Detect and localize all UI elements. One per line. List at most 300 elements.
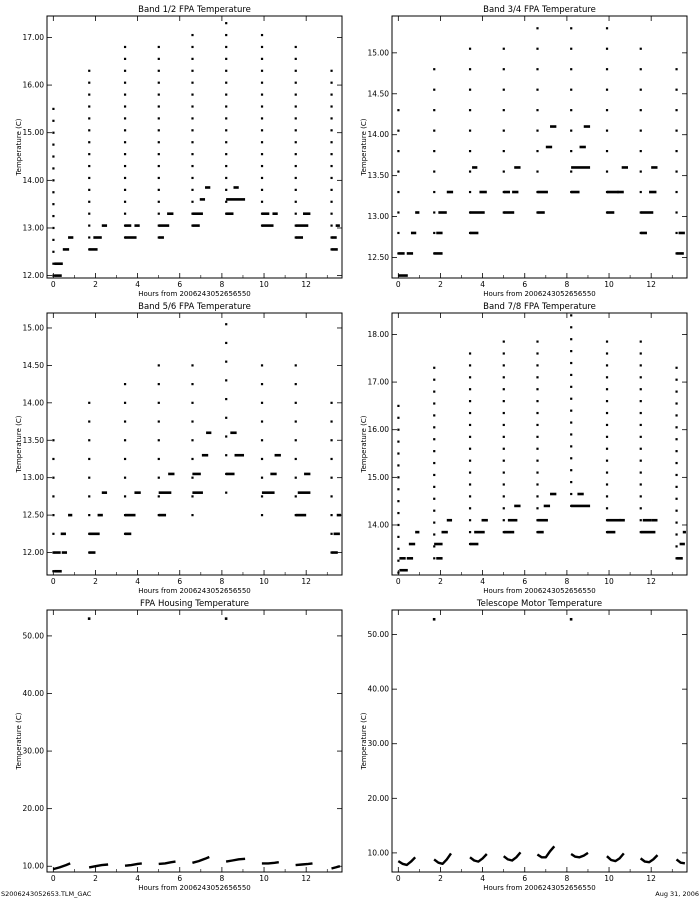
band-3-4-fpa-temperature-xlabel: Hours from 2006243052656550: [483, 290, 596, 298]
band-7-8-fpa-temperature-level-bar: [641, 531, 656, 534]
band-1-2-fpa-temperature-burst-dot: [225, 82, 227, 84]
band-1-2-fpa-temperature-burst-dot: [225, 34, 227, 36]
band-7-8-fpa-temperature-burst-dot: [433, 486, 435, 488]
fpa-housing-temperature-xtick-label: 6: [177, 874, 183, 883]
band-7-8-fpa-temperature-burst-dot: [606, 424, 608, 426]
band-1-2-fpa-temperature-ytick-label: 14.00: [22, 175, 44, 185]
band-3-4-fpa-temperature-level-bar: [607, 191, 619, 194]
band-7-8-fpa-temperature-burst-dot: [606, 495, 608, 497]
band-1-2-fpa-temperature-burst-dot: [330, 165, 332, 167]
band-3-4-fpa-temperature-burst-dot: [397, 232, 399, 234]
telescope-motor-temperature-point: [570, 618, 573, 621]
band-3-4-fpa-temperature-level-bar: [622, 166, 628, 169]
band-1-2-fpa-temperature-level-bar: [93, 236, 101, 239]
band-1-2-fpa-temperature-xtick-label: 0: [50, 280, 56, 289]
band-1-2-fpa-temperature-burst-dot: [191, 82, 193, 84]
band-1-2-fpa-temperature-burst-dot: [225, 189, 227, 191]
band-7-8-fpa-temperature-burst-dot: [640, 471, 642, 473]
band-1-2-fpa-temperature-burst-dot: [52, 215, 54, 217]
band-3-4-fpa-temperature-burst-dot: [503, 150, 505, 152]
band-7-8-fpa-temperature-level-bar: [607, 531, 615, 534]
band-3-4-fpa-temperature-level-bar: [580, 146, 586, 149]
band-1-2-fpa-temperature-burst-dot: [124, 201, 126, 203]
band-3-4-fpa-temperature-burst-dot: [536, 109, 538, 111]
band-7-8-fpa-temperature-level-bar: [651, 519, 657, 522]
band-5-6-fpa-temperature-burst-dot: [52, 514, 54, 516]
band-7-8-fpa-temperature-burst-dot: [536, 495, 538, 497]
band-3-4-fpa-temperature-ytick-label: 13.50: [367, 171, 389, 181]
band-1-2-fpa-temperature-level-bar: [125, 236, 137, 239]
fpa-housing-temperature-ytick-label: 20.00: [22, 804, 44, 814]
band-3-4-fpa-temperature-level-bar: [679, 232, 685, 235]
band-7-8-fpa-temperature-level-bar: [571, 505, 590, 508]
band-3-4-fpa-temperature-level-bar: [398, 274, 407, 277]
band-1-2-fpa-temperature-burst-dot: [225, 129, 227, 131]
telescope-motor-temperature-ytick-label: 10.00: [367, 848, 389, 858]
band-1-2-fpa-temperature-level-bar: [331, 236, 336, 239]
band-5-6-fpa-temperature-burst-dot: [52, 458, 54, 460]
band-5-6-fpa-temperature-burst-dot: [225, 323, 227, 325]
band-7-8-fpa-temperature-xtick-label: 0: [395, 577, 401, 586]
band-1-2-fpa-temperature-burst-dot: [158, 189, 160, 191]
band-1-2-fpa-temperature-burst-dot: [158, 213, 160, 215]
band-3-4-fpa-temperature-burst-dot: [536, 27, 538, 29]
band-7-8-fpa-temperature-burst-dot: [469, 460, 471, 462]
band-1-2-fpa-temperature-burst-dot: [52, 144, 54, 146]
band-7-8-fpa-temperature-burst-dot: [397, 572, 399, 574]
band-7-8-fpa-temperature-burst-dot: [397, 441, 399, 443]
band-3-4-fpa-temperature-level-bar: [537, 191, 548, 194]
band-1-2-fpa-temperature-level-bar: [192, 212, 203, 215]
band-1-2-fpa-temperature-xtick-label: 6: [177, 280, 183, 289]
band-3-4-fpa-temperature-level-bar: [546, 146, 552, 149]
band-7-8-fpa-temperature-burst-dot: [640, 460, 642, 462]
band-3-4-fpa-temperature-level-bar: [504, 191, 510, 194]
band-3-4-fpa-temperature-burst-dot: [536, 150, 538, 152]
band-3-4-fpa-temperature-level-bar: [607, 211, 614, 214]
telescope-motor-temperature-series-line: [537, 846, 554, 857]
band-5-6-fpa-temperature-burst-dot: [261, 458, 263, 460]
band-3-4-fpa-temperature-burst-dot: [433, 170, 435, 172]
fpa-housing-temperature-panel: [15, 599, 342, 892]
band-3-4-fpa-temperature-burst-dot: [433, 68, 435, 70]
band-3-4-fpa-temperature-burst-dot: [675, 232, 677, 234]
band-7-8-fpa-temperature-panel: [360, 302, 687, 595]
band-5-6-fpa-temperature-burst-dot: [295, 420, 297, 422]
band-7-8-fpa-temperature-burst-dot: [675, 462, 677, 464]
band-5-6-fpa-temperature-burst-dot: [124, 495, 126, 497]
band-3-4-fpa-temperature-burst-dot: [570, 150, 572, 152]
band-1-2-fpa-temperature-ytick-label: 15.00: [22, 128, 44, 138]
band-7-8-fpa-temperature-burst-dot: [675, 545, 677, 547]
telescope-motor-temperature-point: [433, 618, 436, 621]
band-5-6-fpa-temperature-burst-dot: [191, 364, 193, 366]
band-3-4-fpa-temperature-level-bar: [472, 166, 477, 169]
band-1-2-fpa-temperature-burst-dot: [261, 82, 263, 84]
band-3-4-fpa-temperature-burst-dot: [433, 130, 435, 132]
band-1-2-fpa-temperature-burst-dot: [295, 70, 297, 72]
band-1-2-fpa-temperature-burst-dot: [295, 189, 297, 191]
band-1-2-fpa-temperature-burst-dot: [225, 141, 227, 143]
band-1-2-fpa-temperature-burst-dot: [225, 22, 227, 24]
band-1-2-fpa-temperature-level-bar: [200, 198, 205, 201]
band-5-6-fpa-temperature-burst-dot: [330, 402, 332, 404]
band-1-2-fpa-temperature-burst-dot: [330, 225, 332, 227]
band-1-2-fpa-temperature-burst-dot: [225, 94, 227, 96]
band-3-4-fpa-temperature-burst-dot: [469, 191, 471, 193]
band-1-2-fpa-temperature-ytick-label: 12.00: [22, 271, 44, 281]
band-1-2-fpa-temperature-burst-dot: [191, 46, 193, 48]
band-7-8-fpa-temperature-burst-dot: [503, 448, 505, 450]
band-1-2-fpa-temperature-burst-dot: [191, 165, 193, 167]
band-1-2-fpa-temperature-ytick-label: 13.00: [22, 223, 44, 233]
band-3-4-fpa-temperature-xtick-label: 6: [522, 280, 528, 289]
band-1-2-fpa-temperature-xtick-label: 10: [259, 280, 269, 289]
band-7-8-fpa-temperature-level-bar: [447, 519, 452, 522]
band-1-2-fpa-temperature-burst-dot: [158, 82, 160, 84]
band-7-8-fpa-temperature-burst-dot: [570, 481, 572, 483]
band-1-2-fpa-temperature-level-bar: [272, 212, 277, 215]
footer-filename: S2006243052653.TLM_GAC: [1, 890, 92, 898]
band-1-2-fpa-temperature-burst-dot: [124, 129, 126, 131]
band-3-4-fpa-temperature-burst-dot: [640, 191, 642, 193]
band-5-6-fpa-temperature-burst-dot: [52, 439, 54, 441]
band-1-2-fpa-temperature-burst-dot: [295, 141, 297, 143]
band-7-8-fpa-temperature-burst-dot: [606, 352, 608, 354]
band-1-2-fpa-temperature-level-bar: [336, 224, 340, 227]
band-7-8-fpa-temperature-burst-dot: [469, 448, 471, 450]
band-5-6-fpa-temperature-burst-dot: [261, 439, 263, 441]
band-1-2-fpa-temperature-level-bar: [167, 212, 173, 215]
band-7-8-fpa-temperature-burst-dot: [503, 519, 505, 521]
band-3-4-fpa-temperature-burst-dot: [469, 89, 471, 91]
band-1-2-fpa-temperature-burst-dot: [261, 177, 263, 179]
band-1-2-fpa-temperature-burst-dot: [261, 94, 263, 96]
band-5-6-fpa-temperature-level-bar: [61, 533, 66, 536]
band-5-6-fpa-temperature-level-bar: [192, 491, 203, 494]
band-7-8-fpa-temperature-ytick-label: 16.00: [367, 425, 389, 435]
band-5-6-fpa-temperature-xtick-label: 8: [219, 577, 225, 586]
band-3-4-fpa-temperature-burst-dot: [640, 68, 642, 70]
band-5-6-fpa-temperature-burst-dot: [261, 383, 263, 385]
band-3-4-fpa-temperature-burst-dot: [536, 89, 538, 91]
band-1-2-fpa-temperature-burst-dot: [124, 46, 126, 48]
telescope-motor-temperature-series-line: [434, 853, 451, 863]
band-7-8-fpa-temperature-level-bar: [436, 557, 442, 560]
band-5-6-fpa-temperature-burst-dot: [225, 361, 227, 363]
band-7-8-fpa-temperature-burst-dot: [503, 483, 505, 485]
band-5-6-fpa-temperature-ytick-label: 14.50: [22, 360, 44, 370]
band-1-2-fpa-temperature-burst-dot: [124, 177, 126, 179]
band-7-8-fpa-temperature-burst-dot: [433, 450, 435, 452]
band-1-2-fpa-temperature-burst-dot: [158, 153, 160, 155]
band-1-2-fpa-temperature-burst-dot: [191, 105, 193, 107]
band-7-8-fpa-temperature-level-bar: [470, 543, 478, 546]
band-7-8-fpa-temperature-xtick-label: 6: [522, 577, 528, 586]
band-1-2-fpa-temperature-burst-dot: [52, 108, 54, 110]
band-3-4-fpa-temperature-burst-dot: [503, 170, 505, 172]
telescope-motor-temperature-xlabel: Hours from 2006243052656550: [483, 884, 596, 892]
band-3-4-fpa-temperature-level-bar: [504, 211, 515, 214]
band-3-4-fpa-temperature-burst-dot: [675, 150, 677, 152]
band-7-8-fpa-temperature-burst-dot: [536, 352, 538, 354]
band-3-4-fpa-temperature-burst-dot: [675, 89, 677, 91]
band-1-2-fpa-temperature-ylabel: Temperature (C): [15, 118, 23, 176]
band-7-8-fpa-temperature-burst-dot: [469, 519, 471, 521]
band-1-2-fpa-temperature-burst-dot: [52, 263, 54, 265]
band-1-2-fpa-temperature-burst-dot: [124, 70, 126, 72]
band-5-6-fpa-temperature-ytick-label: 14.00: [22, 398, 44, 408]
band-1-2-fpa-temperature-burst-dot: [330, 213, 332, 215]
band-5-6-fpa-temperature-burst-dot: [261, 514, 263, 516]
band-1-2-fpa-temperature-burst-dot: [330, 70, 332, 72]
band-3-4-fpa-temperature-burst-dot: [469, 48, 471, 50]
band-7-8-fpa-temperature-burst-dot: [570, 386, 572, 388]
band-3-4-fpa-temperature-burst-dot: [606, 68, 608, 70]
band-5-6-fpa-temperature-burst-dot: [261, 420, 263, 422]
fpa-housing-temperature-series-line: [125, 863, 142, 865]
band-1-2-fpa-temperature-burst-dot: [88, 177, 90, 179]
band-7-8-fpa-temperature-burst-dot: [570, 374, 572, 376]
band-7-8-fpa-temperature-burst-dot: [570, 362, 572, 364]
band-7-8-fpa-temperature-level-bar: [399, 557, 405, 560]
band-3-4-fpa-temperature-burst-dot: [469, 68, 471, 70]
band-3-4-fpa-temperature-burst-dot: [675, 68, 677, 70]
band-7-8-fpa-temperature-burst-dot: [469, 495, 471, 497]
band-1-2-fpa-temperature-panel: [15, 5, 342, 298]
band-1-2-fpa-temperature-burst-dot: [52, 239, 54, 241]
band-1-2-fpa-temperature-burst-dot: [158, 141, 160, 143]
band-1-2-fpa-temperature-burst-dot: [158, 177, 160, 179]
band-7-8-fpa-temperature-burst-dot: [536, 340, 538, 342]
band-7-8-fpa-temperature-burst-dot: [433, 533, 435, 535]
band-3-4-fpa-temperature-burst-dot: [397, 109, 399, 111]
band-1-2-fpa-temperature-burst-dot: [295, 82, 297, 84]
band-5-6-fpa-temperature-burst-dot: [191, 458, 193, 460]
band-3-4-fpa-temperature-burst-dot: [503, 130, 505, 132]
band-7-8-fpa-temperature-burst-dot: [570, 326, 572, 328]
band-3-4-fpa-temperature-burst-dot: [570, 27, 572, 29]
band-5-6-fpa-temperature-burst-dot: [295, 477, 297, 479]
fpa-housing-temperature-ytick-label: 50.00: [22, 631, 44, 641]
band-7-8-fpa-temperature-burst-dot: [675, 367, 677, 369]
band-5-6-fpa-temperature-panel: [15, 302, 342, 595]
band-3-4-fpa-temperature-burst-dot: [503, 109, 505, 111]
band-7-8-fpa-temperature-burst-dot: [675, 438, 677, 440]
band-5-6-fpa-temperature-ytick-label: 13.50: [22, 435, 44, 445]
band-5-6-fpa-temperature-level-bar: [89, 533, 100, 536]
band-5-6-fpa-temperature-level-bar: [54, 570, 61, 573]
band-3-4-fpa-temperature-level-bar: [514, 166, 520, 169]
band-7-8-fpa-temperature-burst-dot: [570, 433, 572, 435]
band-7-8-fpa-temperature-burst-dot: [469, 436, 471, 438]
band-3-4-fpa-temperature-frame: [392, 16, 687, 278]
band-5-6-fpa-temperature-burst-dot: [295, 402, 297, 404]
band-1-2-fpa-temperature-burst-dot: [88, 105, 90, 107]
band-7-8-fpa-temperature-burst-dot: [675, 510, 677, 512]
band-7-8-fpa-temperature-level-bar: [482, 519, 488, 522]
band-3-4-fpa-temperature-title: Band 3/4 FPA Temperature: [483, 5, 596, 15]
telescope-motor-temperature-xtick-label: 6: [522, 874, 528, 883]
band-3-4-fpa-temperature-burst-dot: [606, 170, 608, 172]
band-7-8-fpa-temperature-burst-dot: [503, 424, 505, 426]
band-3-4-fpa-temperature-xtick-label: 2: [438, 280, 443, 289]
band-1-2-fpa-temperature-level-bar: [125, 224, 131, 227]
band-7-8-fpa-temperature-burst-dot: [397, 476, 399, 478]
band-5-6-fpa-temperature-level-bar: [262, 491, 275, 494]
band-1-2-fpa-temperature-burst-dot: [330, 189, 332, 191]
band-3-4-fpa-temperature-burst-dot: [606, 27, 608, 29]
band-5-6-fpa-temperature-xtick-label: 0: [50, 577, 56, 586]
band-1-2-fpa-temperature-burst-dot: [52, 191, 54, 193]
band-5-6-fpa-temperature-level-bar: [337, 514, 341, 517]
band-7-8-fpa-temperature-burst-dot: [640, 424, 642, 426]
band-5-6-fpa-temperature-burst-dot: [158, 458, 160, 460]
band-7-8-fpa-temperature-level-bar: [514, 505, 520, 508]
band-7-8-fpa-temperature-burst-dot: [640, 352, 642, 354]
band-1-2-fpa-temperature-burst-dot: [88, 141, 90, 143]
band-5-6-fpa-temperature-burst-dot: [261, 402, 263, 404]
band-3-4-fpa-temperature-xtick-label: 0: [395, 280, 401, 289]
fpa-housing-temperature-series-line: [89, 865, 108, 868]
band-7-8-fpa-temperature-burst-dot: [640, 495, 642, 497]
band-5-6-fpa-temperature-level-bar: [230, 431, 236, 434]
band-7-8-fpa-temperature-burst-dot: [536, 388, 538, 390]
band-1-2-fpa-temperature-burst-dot: [124, 58, 126, 60]
band-5-6-fpa-temperature-ytick-label: 12.00: [22, 548, 44, 558]
band-1-2-fpa-temperature-burst-dot: [52, 167, 54, 169]
band-5-6-fpa-temperature-burst-dot: [225, 417, 227, 419]
band-7-8-fpa-temperature-burst-dot: [640, 340, 642, 342]
band-5-6-fpa-temperature-burst-dot: [330, 495, 332, 497]
band-7-8-fpa-temperature-burst-dot: [570, 457, 572, 459]
band-7-8-fpa-temperature-ylabel: Temperature (C): [360, 415, 368, 473]
band-1-2-fpa-temperature-burst-dot: [295, 117, 297, 119]
band-7-8-fpa-temperature-data: [397, 314, 686, 573]
band-1-2-fpa-temperature-level-bar: [226, 198, 245, 201]
band-1-2-fpa-temperature-level-bar: [262, 224, 274, 227]
band-3-4-fpa-temperature-burst-dot: [570, 170, 572, 172]
band-1-2-fpa-temperature-burst-dot: [158, 201, 160, 203]
band-1-2-fpa-temperature-title: Band 1/2 FPA Temperature: [138, 5, 251, 15]
band-7-8-fpa-temperature-burst-dot: [675, 402, 677, 404]
band-3-4-fpa-temperature-burst-dot: [675, 109, 677, 111]
fpa-housing-temperature-series-line: [53, 863, 70, 869]
band-7-8-fpa-temperature-burst-dot: [503, 495, 505, 497]
band-1-2-fpa-temperature-level-bar: [262, 212, 269, 215]
telescope-motor-temperature-series-line: [398, 857, 415, 865]
band-5-6-fpa-temperature-burst-dot: [191, 514, 193, 516]
band-7-8-fpa-temperature-burst-dot: [469, 424, 471, 426]
band-1-2-fpa-temperature-burst-dot: [88, 117, 90, 119]
band-1-2-fpa-temperature-burst-dot: [88, 129, 90, 131]
band-7-8-fpa-temperature-burst-dot: [433, 545, 435, 547]
band-1-2-fpa-temperature-burst-dot: [52, 227, 54, 229]
telescope-motor-temperature-xtick-label: 8: [564, 874, 570, 883]
band-7-8-fpa-temperature-burst-dot: [536, 460, 538, 462]
band-5-6-fpa-temperature-burst-dot: [330, 514, 332, 516]
band-7-8-fpa-temperature-burst-dot: [570, 469, 572, 471]
band-5-6-fpa-temperature-burst-dot: [124, 383, 126, 385]
band-5-6-fpa-temperature-ylabel: Temperature (C): [15, 415, 23, 473]
band-1-2-fpa-temperature-burst-dot: [88, 94, 90, 96]
band-7-8-fpa-temperature-burst-dot: [640, 364, 642, 366]
fpa-housing-temperature-series-line: [332, 866, 340, 868]
band-1-2-fpa-temperature-burst-dot: [261, 141, 263, 143]
band-7-8-fpa-temperature-burst-dot: [570, 314, 572, 316]
band-3-4-fpa-temperature-ylabel: Temperature (C): [360, 118, 368, 176]
band-1-2-fpa-temperature-burst-dot: [88, 165, 90, 167]
band-5-6-fpa-temperature-burst-dot: [88, 495, 90, 497]
band-1-2-fpa-temperature-level-bar: [192, 224, 199, 227]
band-7-8-fpa-temperature-burst-dot: [675, 450, 677, 452]
band-3-4-fpa-temperature-burst-dot: [469, 130, 471, 132]
band-5-6-fpa-temperature-burst-dot: [191, 383, 193, 385]
band-3-4-fpa-temperature-burst-dot: [503, 48, 505, 50]
band-7-8-fpa-temperature-burst-dot: [397, 560, 399, 562]
band-7-8-fpa-temperature-burst-dot: [503, 507, 505, 509]
band-5-6-fpa-temperature-burst-dot: [124, 477, 126, 479]
fpa-housing-temperature-ylabel: Temperature (C): [15, 712, 23, 770]
band-3-4-fpa-temperature-burst-dot: [433, 150, 435, 152]
band-5-6-fpa-temperature-burst-dot: [88, 439, 90, 441]
band-3-4-fpa-temperature-level-bar: [436, 232, 442, 235]
band-5-6-fpa-temperature-level-bar: [98, 514, 103, 517]
fpa-housing-temperature-series-line: [192, 857, 209, 863]
band-5-6-fpa-temperature-ytick-label: 13.00: [22, 473, 44, 483]
band-1-2-fpa-temperature-burst-dot: [158, 46, 160, 48]
band-1-2-fpa-temperature-burst-dot: [52, 155, 54, 157]
band-1-2-fpa-temperature-burst-dot: [295, 177, 297, 179]
band-5-6-fpa-temperature-burst-dot: [295, 364, 297, 366]
band-7-8-fpa-temperature-ytick-label: 18.00: [367, 329, 389, 339]
band-7-8-fpa-temperature-burst-dot: [503, 471, 505, 473]
band-3-4-fpa-temperature-level-bar: [411, 232, 416, 235]
band-7-8-fpa-temperature-burst-dot: [640, 376, 642, 378]
band-1-2-fpa-temperature-burst-dot: [330, 153, 332, 155]
band-3-4-fpa-temperature-ytick-label: 13.00: [367, 212, 389, 222]
band-1-2-fpa-temperature-burst-dot: [88, 70, 90, 72]
band-7-8-fpa-temperature-burst-dot: [469, 364, 471, 366]
band-5-6-fpa-temperature-level-bar: [53, 551, 60, 554]
fpa-housing-temperature-series-line: [226, 859, 245, 862]
band-1-2-fpa-temperature-burst-dot: [330, 94, 332, 96]
band-5-6-fpa-temperature-level-bar: [202, 454, 208, 457]
band-1-2-fpa-temperature-burst-dot: [88, 189, 90, 191]
band-7-8-fpa-temperature-burst-dot: [469, 531, 471, 533]
band-7-8-fpa-temperature-burst-dot: [433, 462, 435, 464]
band-7-8-fpa-temperature-xtick-label: 4: [480, 577, 485, 586]
band-3-4-fpa-temperature-burst-dot: [606, 150, 608, 152]
fpa-housing-temperature-title: FPA Housing Temperature: [139, 599, 250, 609]
band-5-6-fpa-temperature-level-bar: [206, 431, 211, 434]
band-1-2-fpa-temperature-burst-dot: [295, 94, 297, 96]
band-7-8-fpa-temperature-level-bar: [683, 531, 686, 534]
band-5-6-fpa-temperature-level-bar: [270, 473, 276, 476]
band-7-8-fpa-temperature-level-bar: [399, 569, 407, 572]
band-7-8-fpa-temperature-level-bar: [415, 531, 419, 534]
band-3-4-fpa-temperature-level-bar: [470, 211, 485, 214]
band-1-2-fpa-temperature-burst-dot: [330, 177, 332, 179]
band-3-4-fpa-temperature-level-bar: [479, 191, 486, 194]
band-5-6-fpa-temperature-burst-dot: [295, 439, 297, 441]
band-1-2-fpa-temperature-level-bar: [233, 186, 238, 189]
band-1-2-fpa-temperature-xtick-label: 12: [301, 280, 311, 289]
band-1-2-fpa-temperature-level-bar: [226, 212, 233, 215]
band-1-2-fpa-temperature-burst-dot: [261, 117, 263, 119]
band-3-4-fpa-temperature-xtick-label: 12: [646, 280, 656, 289]
band-3-4-fpa-temperature-burst-dot: [536, 68, 538, 70]
